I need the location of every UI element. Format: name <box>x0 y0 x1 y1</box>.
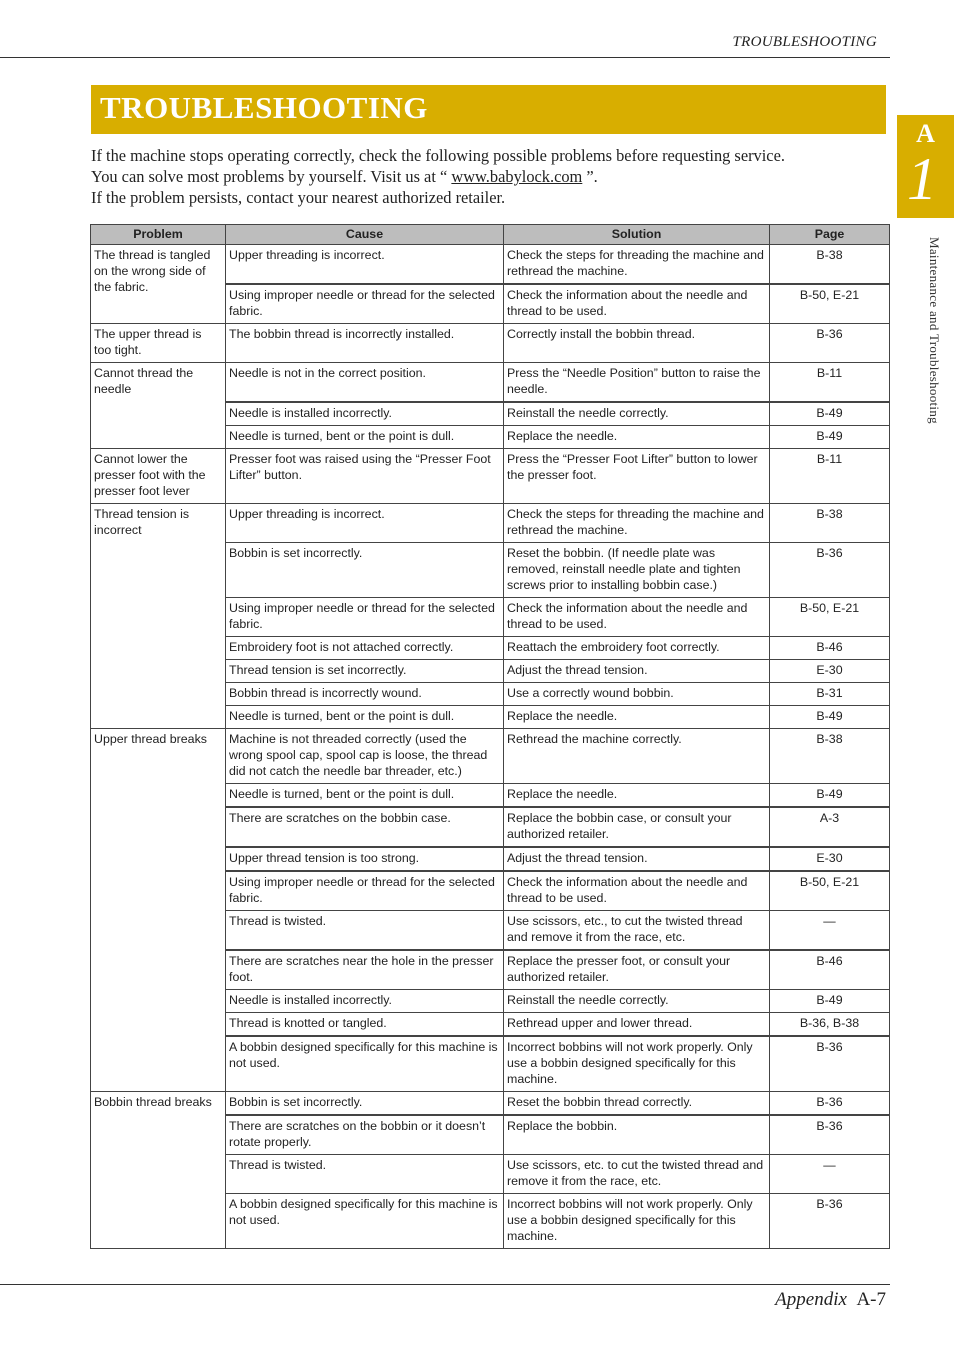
cause-cell: Thread is knotted or tangled. <box>226 1013 504 1037</box>
page-title: TROUBLESHOOTING <box>100 90 428 125</box>
solution-cell: Check the information about the needle and thread to be used. <box>504 871 770 911</box>
table-row <box>91 324 890 363</box>
page-cell: B-36 <box>770 1115 890 1155</box>
page-cell: B-38 <box>770 729 890 784</box>
cause-cell: Bobbin is set incorrectly. <box>226 1092 504 1116</box>
cause-cell: Bobbin is set incorrectly. <box>226 543 504 598</box>
solution-cell: Replace the needle. <box>504 784 770 808</box>
solution-cell: Reinstall the needle correctly. <box>504 990 770 1013</box>
page-cell: E-30 <box>770 847 890 871</box>
solution-cell: Incorrect bobbins will not work properly. Only use a bobbin designed specifically for this machine. <box>504 1194 770 1249</box>
solution-cell: Replace the bobbin case, or consult your authorized retailer. <box>504 807 770 847</box>
problem-cell: The upper thread is too tight. <box>91 324 226 363</box>
page-cell: B-11 <box>770 363 890 403</box>
solution-cell: Replace the needle. <box>504 706 770 729</box>
solution-cell: Check the information about the needle and thread to be used. <box>504 284 770 324</box>
solution-cell: Correctly install the bobbin thread. <box>504 324 770 363</box>
page-cell: A-3 <box>770 807 890 847</box>
problem-cell: Cannot lower the presser foot with the presser foot lever <box>91 449 226 504</box>
solution-cell: Adjust the thread tension. <box>504 660 770 683</box>
top-divider <box>0 57 890 58</box>
page-cell: B-49 <box>770 990 890 1013</box>
table-row <box>91 449 890 504</box>
cause-cell: There are scratches on the bobbin or it doesn’t rotate properly. <box>226 1115 504 1155</box>
cause-cell: Using improper needle or thread for the selected fabric. <box>226 284 504 324</box>
problem-cell: Cannot thread the needle <box>91 363 226 449</box>
page-cell: B-50, E-21 <box>770 598 890 637</box>
cause-cell: Machine is not threaded correctly (used the wrong spool cap, spool cap is loose, the thread did not catch the needle bar threader, etc.) <box>226 729 504 784</box>
cause-cell: Needle is not in the correct position. <box>226 363 504 403</box>
cause-cell: Bobbin thread is incorrectly wound. <box>226 683 504 706</box>
page-cell: B-36 <box>770 543 890 598</box>
problem-cell: Upper thread breaks <box>91 729 226 1092</box>
cause-cell: Upper threading is incorrect. <box>226 245 504 285</box>
table-row <box>91 245 890 285</box>
page-cell: B-38 <box>770 245 890 285</box>
cause-cell: The bobbin thread is incorrectly installed. <box>226 324 504 363</box>
cause-cell: Thread is twisted. <box>226 911 504 951</box>
page-cell: B-46 <box>770 950 890 990</box>
solution-cell: Press the “Needle Position” button to raise the needle. <box>504 363 770 403</box>
running-header: TROUBLESHOOTING <box>732 34 877 50</box>
footer-section: Appendix <box>775 1289 847 1310</box>
page-cell: B-49 <box>770 426 890 449</box>
cause-cell: Thread is twisted. <box>226 1155 504 1194</box>
page-cell: B-46 <box>770 637 890 660</box>
page-cell: B-36, B-38 <box>770 1013 890 1037</box>
cause-cell: Upper threading is incorrect. <box>226 504 504 543</box>
page-cell: B-36 <box>770 1092 890 1116</box>
page-cell: B-31 <box>770 683 890 706</box>
cause-cell: Thread tension is set incorrectly. <box>226 660 504 683</box>
problem-cell: Thread tension is incorrect <box>91 504 226 729</box>
website-link[interactable]: www.babylock.com <box>451 167 583 186</box>
page-cell: B-49 <box>770 706 890 729</box>
cause-cell: Needle is turned, bent or the point is dull. <box>226 426 504 449</box>
section-side-label: Maintenance and Troubleshooting <box>927 237 942 424</box>
intro-line-2-pre: You can solve most problems by yourself. Visit us at “ <box>91 167 452 186</box>
header-problem: Problem <box>91 225 226 245</box>
table-row <box>91 729 890 784</box>
solution-cell: Check the information about the needle and thread to be used. <box>504 598 770 637</box>
solution-cell: Check the steps for threading the machine and rethread the machine. <box>504 245 770 285</box>
solution-cell: Use scissors, etc., to cut the twisted thread and remove it from the race, etc. <box>504 911 770 951</box>
table-row <box>91 363 890 403</box>
cause-cell: Needle is turned, bent or the point is dull. <box>226 784 504 808</box>
intro-line-1: If the machine stops operating correctly, check the following possible problems before requesting service. <box>91 146 785 165</box>
intro-text <box>91 145 891 208</box>
page-cell: B-36 <box>770 324 890 363</box>
solution-cell: Adjust the thread tension. <box>504 847 770 871</box>
cause-cell: Upper thread tension is too strong. <box>226 847 504 871</box>
page-cell: — <box>770 1155 890 1194</box>
table-row <box>91 504 890 543</box>
solution-cell: Reset the bobbin thread correctly. <box>504 1092 770 1116</box>
page-cell: B-11 <box>770 449 890 504</box>
solution-cell: Replace the needle. <box>504 426 770 449</box>
solution-cell: Press the “Presser Foot Lifter” button to lower the presser foot. <box>504 449 770 504</box>
title-bar <box>91 85 886 134</box>
page-cell: B-50, E-21 <box>770 284 890 324</box>
cause-cell: Needle is turned, bent or the point is dull. <box>226 706 504 729</box>
footer-page-number: A-7 <box>856 1289 886 1310</box>
chapter-tab <box>897 115 954 218</box>
table-row <box>91 1092 890 1116</box>
cause-cell: Needle is installed incorrectly. <box>226 990 504 1013</box>
cause-cell: Using improper needle or thread for the selected fabric. <box>226 871 504 911</box>
page-cell: B-50, E-21 <box>770 871 890 911</box>
cause-cell: There are scratches near the hole in the presser foot. <box>226 950 504 990</box>
cause-cell: Presser foot was raised using the “Presser Foot Lifter” button. <box>226 449 504 504</box>
page-cell: B-49 <box>770 402 890 426</box>
table-header-row <box>91 225 890 245</box>
header-cause: Cause <box>226 225 504 245</box>
solution-cell: Rethread the machine correctly. <box>504 729 770 784</box>
bottom-divider <box>0 1284 890 1285</box>
header-solution: Solution <box>504 225 770 245</box>
chapter-number: 1 <box>907 146 937 212</box>
page-cell: E-30 <box>770 660 890 683</box>
problem-cell: The thread is tangled on the wrong side of the fabric. <box>91 245 226 324</box>
page-cell: B-49 <box>770 784 890 808</box>
solution-cell: Reinstall the needle correctly. <box>504 402 770 426</box>
cause-cell: A bobbin designed specifically for this machine is not used. <box>226 1036 504 1092</box>
chapter-letter: A <box>916 119 935 148</box>
solution-cell: Use a correctly wound bobbin. <box>504 683 770 706</box>
page-cell: B-36 <box>770 1036 890 1092</box>
solution-cell: Use scissors, etc. to cut the twisted thread and remove it from the race, etc. <box>504 1155 770 1194</box>
cause-cell: Embroidery foot is not attached correctly. <box>226 637 504 660</box>
solution-cell: Check the steps for threading the machine and rethread the machine. <box>504 504 770 543</box>
cause-cell: A bobbin designed specifically for this machine is not used. <box>226 1194 504 1249</box>
header-page: Page <box>770 225 890 245</box>
table-body <box>91 245 890 1249</box>
page-footer <box>775 1289 886 1311</box>
problem-cell: Bobbin thread breaks <box>91 1092 226 1249</box>
cause-cell: Using improper needle or thread for the selected fabric. <box>226 598 504 637</box>
cause-cell: Needle is installed incorrectly. <box>226 402 504 426</box>
solution-cell: Replace the presser foot, or consult your authorized retailer. <box>504 950 770 990</box>
intro-line-3: If the problem persists, contact your nearest authorized retailer. <box>91 188 506 207</box>
intro-line-2 <box>91 166 891 187</box>
page-cell: B-36 <box>770 1194 890 1249</box>
solution-cell: Reattach the embroidery foot correctly. <box>504 637 770 660</box>
solution-cell: Reset the bobbin. (If needle plate was removed, reinstall needle plate and tighten screws prior to installing bobbin case.) <box>504 543 770 598</box>
solution-cell: Replace the bobbin. <box>504 1115 770 1155</box>
page-cell: — <box>770 911 890 951</box>
cause-cell: There are scratches on the bobbin case. <box>226 807 504 847</box>
solution-cell: Incorrect bobbins will not work properly. Only use a bobbin designed specifically for this machine. <box>504 1036 770 1092</box>
intro-line-2-post: ”. <box>582 167 598 186</box>
solution-cell: Rethread upper and lower thread. <box>504 1013 770 1037</box>
page-cell: B-38 <box>770 504 890 543</box>
troubleshooting-table <box>90 224 890 1249</box>
